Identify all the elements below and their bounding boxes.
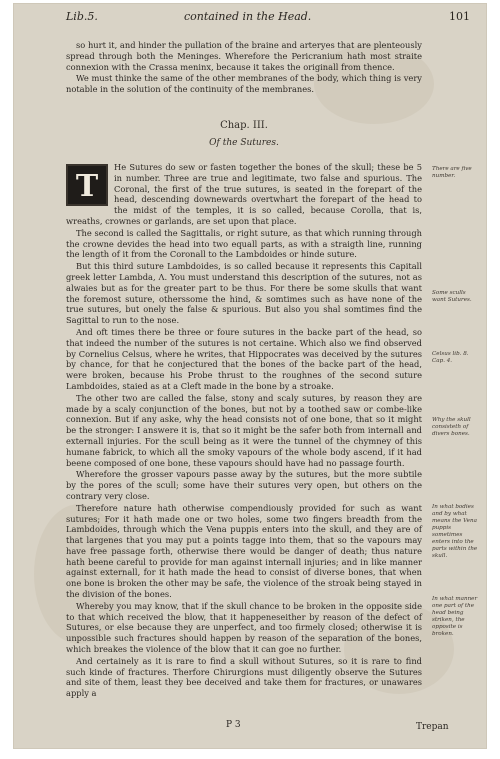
running-title: contained in the Head.: [184, 10, 312, 23]
paragraph: [66, 162, 422, 227]
marginal-note: Celsus lib. 8. Cap. 4.: [432, 351, 469, 364]
marginal-note: Some sculls want Sutures.: [432, 290, 472, 303]
marginal-note: In what bodies and by what means the Vena puppis sometimes enters into the parts within the skull.: [432, 504, 478, 559]
marginal-note: Why the skull consisteth of divers bones.: [432, 417, 471, 437]
paragraph-text: He Sutures do sew or fasten together the bones of the skull; these be 5 in number. Three are true and legitimate, two false and spurious. The Coronal, the first of the true sutures, is seated in the forepart of the head, descending downewards overtwhart the forepart of the head to the midst of the temples, it is so called, because Corolla, that is, wreaths, crownes or garlands, are set upon that place.: [66, 162, 422, 226]
catchword: Trepan: [416, 722, 449, 732]
paragraph: Whereby you may know, that if the skull chance to be broken in the opposite side to that which received the blow, that it happeneseither by reason of the defect of Sutures, or else because they are unperfect, and too firmely closed; otherwise it is unpossible such fractures should happen by reason of the separation of the bones, which breakes the violence of the blow that it can goe no further.: [66, 600, 422, 655]
chapter-body: [66, 162, 422, 700]
chapter-subtitle: Of the Sutures.: [209, 138, 279, 148]
page-number: 101: [449, 10, 470, 23]
marginal-note: There are five number.: [432, 166, 472, 179]
paragraph: Wherefore the grosser vapours passe away by the sutures, but the more subtile by the pores of the scull; some have their sutures very open, but others on the contrary very close.: [66, 469, 422, 501]
chapter-title: Chap. III.: [220, 120, 268, 131]
marginal-note: In what manner one part of the head being striken, the opposite is broken.: [432, 596, 478, 637]
paragraph: But this third suture Lambdoides, is so called because it represents this Capitall greek letter Lambda, Λ. You must understand this description of the sutures, not as alwaies but as for the greater part to be thus. For there be some skulls that want the foremost suture, otherssome the hind, & somtimes such as have none of the true sutures, but onely the false & spurious. But also you shal somtimes find the Sagittal to run to the nose.: [66, 261, 422, 326]
book-number: Lib.5.: [66, 10, 98, 23]
dropcap-initial: T: [66, 164, 108, 206]
paragraph: The other two are called the false, stony and scaly sutures, by reason they are made by a scaly conjunction of the bones, but not by a toothed saw or combe-like connexion. But if any aske, why the head consists not of one bone, that so it might be the stronger: I answere it is, that so it might be the safer both from internall and externall injuries. For the scull being as it were the tunnel of the chymney of this humane fabrick, to which all the smoky vapours of the whole body ascend, if it had beene composed of one bone, these vapours should have had no passage fourth.: [66, 392, 422, 468]
intro-text: [66, 40, 422, 96]
signature-mark: P 3: [226, 720, 241, 730]
paragraph: And oft times there be three or foure sutures in the backe part of the head, so that indeed the number of the sutures is not certaine. Which also we find observed by Cornelius Celsus, where he writes, that Hippocrates was deceived by the sutures by chance, for that he conjectured that the bones of the backe part of the head, were broken, because his Probe thrust to the roughnes of the second suture Lambdoides, staied as at a Cleft made in the bone by a stroake.: [66, 326, 422, 391]
paragraph: And certainely as it is rare to find a skull without Sutures, so it is rare to find such kinde of fractures. Therfore Chirurgions must diligently observe the Sutures and site of them, least they bee deceived and take them for fractures, or unawares apply a: [66, 655, 422, 699]
paragraph: Therefore nature hath otherwise compendiously provided for such as want sutures; For it hath made one or two holes, some two fingers breadth from the Lambdoides, through which the Vena puppis enters into the skull, and they are of that largenes that you may put a points tagge into them, that so the vapours may have free passage forth, otherwise there would be danger of death; thus nature hath beene careful to provide for man against internall injuries; and in like manner against externall, for it hath made the head to consist of diverse bones, that when one bone is broken the other may be safe, the violence of the stroak being stayed in the division of the bones.: [66, 502, 422, 600]
running-head: [66, 10, 470, 28]
paragraph: The second is called the Sagittalis, or right suture, as that which running through the crowne devides the head into two equall parts, as with a straigth line, running the length of it from the Coronall to the Lambdoides or hinde suture.: [66, 227, 422, 260]
paragraph: so hurt it, and hinder the pullation of the braine and arteryes that are plenteously spread through both the Meninges. Wherefore the Pericranium hath most straite connexion with the Crassa meninx, because it takes the originall from thence.: [66, 40, 422, 72]
book-page: [14, 4, 486, 748]
paragraph: We must thinke the same of the other membranes of the body, which thing is very notable in the solution of the continuity of the membranes.: [66, 73, 422, 95]
